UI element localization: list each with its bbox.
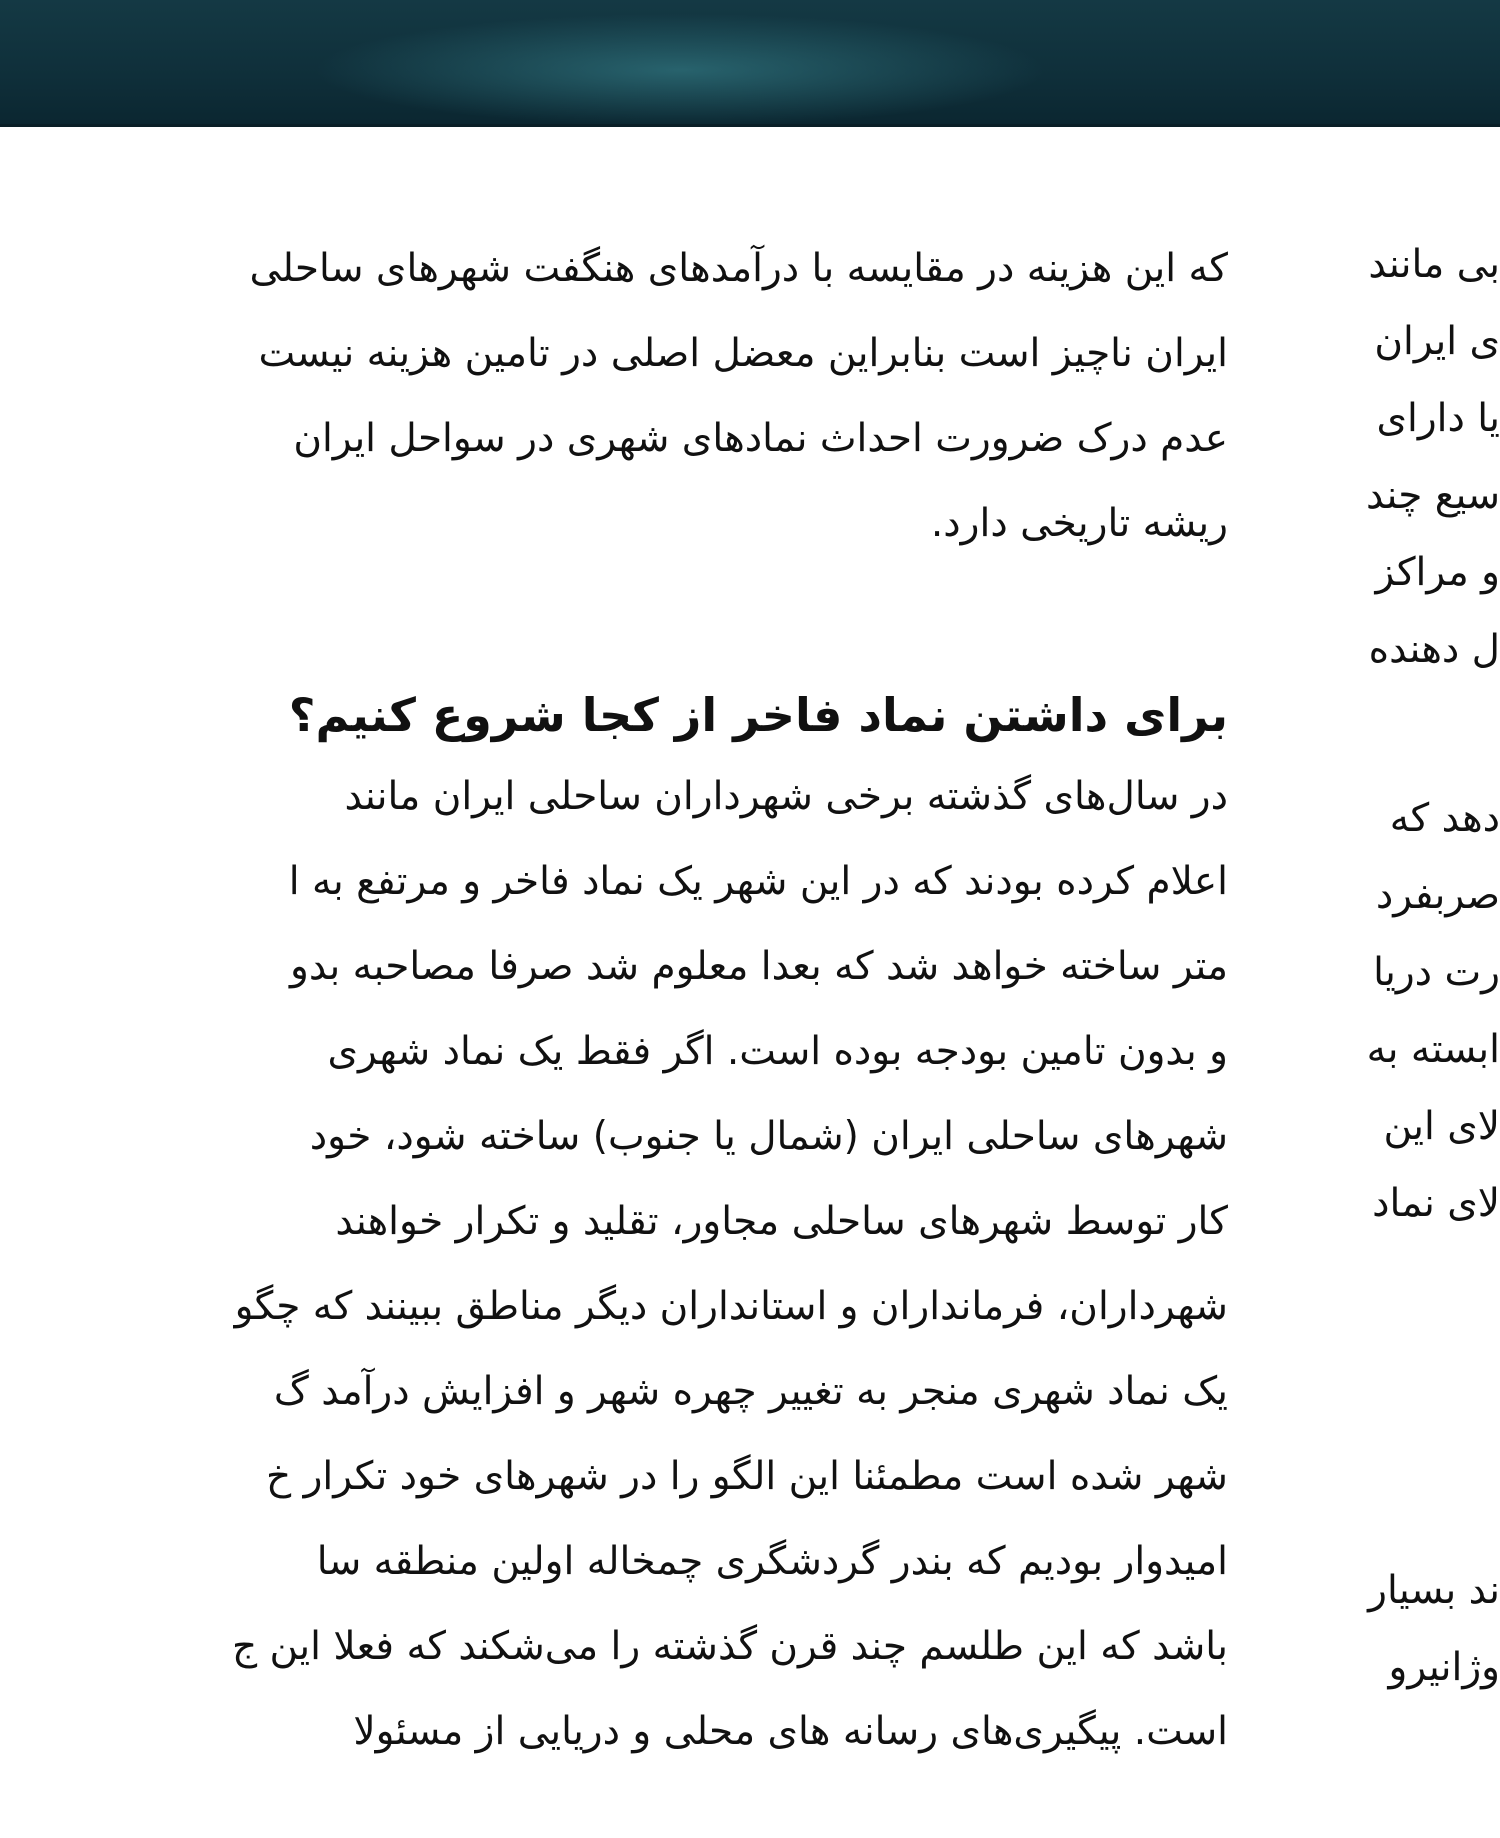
body-paragraph [0, 754, 1228, 1774]
body-line: کار توسط شهرهای ساحلی مجاور، تقلید و تکرار خواهند [335, 1199, 1228, 1244]
side-line: ابسته به [1366, 1027, 1500, 1072]
header-banner [0, 0, 1500, 127]
body-line: امیدوار بودیم که بندر گردشگری چمخاله اولین منطقه سا [316, 1539, 1228, 1584]
side-line: یا دارای [1376, 396, 1500, 441]
body-line: شهرهای ساحلی ایران (شمال یا جنوب) ساخته شود، خود [309, 1114, 1228, 1159]
article-main-column [0, 226, 1228, 1838]
body-line: یک نماد شهری منجر به تغییر چهره شهر و افزایش درآمد گ [273, 1369, 1228, 1414]
side-line: صربفرد [1375, 873, 1500, 918]
body-line: شهرداران، فرمانداران و استانداران دیگر مناطق ببینند که چگو [234, 1284, 1228, 1329]
side-text-group-1 [1330, 226, 1500, 688]
side-line: وژانیرو [1388, 1645, 1500, 1690]
side-line: سیع چند [1366, 473, 1500, 518]
side-text-group-3 [1330, 1552, 1500, 1706]
intro-paragraph [0, 226, 1228, 566]
side-line: بی مانند [1368, 242, 1500, 287]
side-line: لای نماد [1372, 1181, 1500, 1226]
body-line: باشد که این طلسم چند قرن گذشته را می‌شکند که فعلا این ج [231, 1624, 1228, 1669]
body-line: است. پیگیری‌های رسانه های محلی و دریایی از مسئولا [353, 1709, 1228, 1754]
body-line: شهر شده است مطمئنا این الگو را در شهرهای خود تکرار خ [266, 1454, 1228, 1499]
intro-line: ایران ناچیز است بنابراین معضل اصلی در تامین هزینه نیست [258, 331, 1228, 376]
intro-line: که این هزینه در مقایسه با درآمدهای هنگفت شهرهای ساحلی [249, 246, 1228, 291]
side-line: رت دریا [1373, 950, 1500, 995]
intro-line: عدم درک ضرورت احداث نمادهای شهری در سواحل ایران [293, 416, 1228, 461]
body-line: و بدون تامین بودجه بوده است. اگر فقط یک نماد شهری [327, 1029, 1228, 1074]
side-line: ل دهنده [1368, 627, 1500, 672]
body-line: اعلام کرده بودند که در این شهر یک نماد فاخر و مرتفع به ا [288, 859, 1228, 904]
section-heading: برای داشتن نماد فاخر از کجا شروع کنیم؟ [288, 688, 1228, 742]
side-line: ند بسیار [1368, 1568, 1500, 1613]
intro-line: ریشه تاریخی دارد. [930, 501, 1228, 546]
side-line: دهد که [1389, 796, 1500, 841]
side-line: لای این [1383, 1104, 1500, 1149]
side-line: ی ایران [1374, 319, 1500, 364]
body-line: متر ساخته خواهد شد که بعدا معلوم شد صرفا مصاحبه بدو [290, 944, 1228, 989]
banner-divider [0, 124, 1500, 127]
side-text-group-2 [1330, 780, 1500, 1242]
side-line: و مراکز [1375, 550, 1500, 595]
article-side-column [1330, 226, 1500, 1838]
body-line: در سال‌های گذشته برخی شهرداران ساحلی ایران مانند [344, 774, 1228, 819]
